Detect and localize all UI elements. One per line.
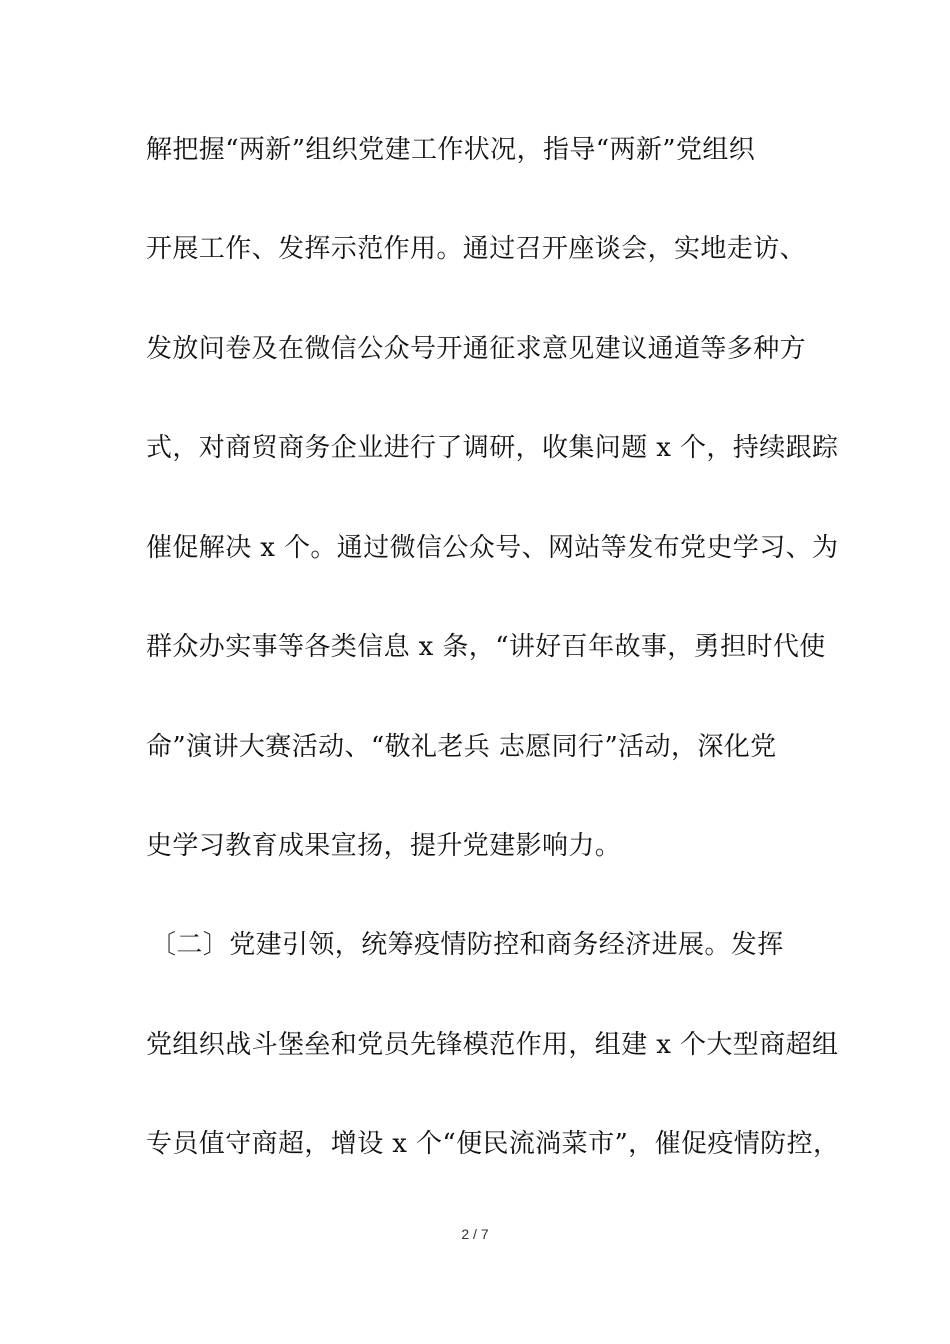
paragraph-line: 开展工作、发挥示范作用。通过召开座谈会，实地走访、 xyxy=(146,234,807,264)
page-number: 2 / 7 xyxy=(461,1226,489,1242)
paragraph-line: 催促解决 x 个。通过微信公众号、网站等发布党史学习、为 xyxy=(146,533,839,563)
section-heading-line: 〔二〕党建引领，统筹疫情防控和商务经济进展。发挥 xyxy=(150,930,784,960)
paragraph-line: 史学习教育成果宣扬，提升党建影响力。 xyxy=(146,831,622,861)
paragraph-line: 群众办实事等各类信息 x 条，“讲好百年故事，勇担时代使 xyxy=(146,632,826,662)
paragraph-line: 专员值守商超，增设 x 个“便民流淌菜市”，催促疫情防控， xyxy=(146,1129,840,1159)
paragraph-line: 式，对商贸商务企业进行了调研，收集问题 x 个，持续跟踪 xyxy=(146,433,839,463)
paragraph-line: 发放问卷及在微信公众号开通征求意见建议通道等多种方 xyxy=(146,334,807,364)
paragraph-line: 解把握“两新”组织党建工作状况，指导“两新”党组织 xyxy=(146,135,756,165)
paragraph-line: 命”演讲大赛活动、“敬礼老兵 志愿同行”活动，深化党 xyxy=(146,732,777,762)
paragraph-line: 党组织战斗堡垒和党员先锋模范作用，组建 x 个大型商超组 xyxy=(146,1030,839,1060)
